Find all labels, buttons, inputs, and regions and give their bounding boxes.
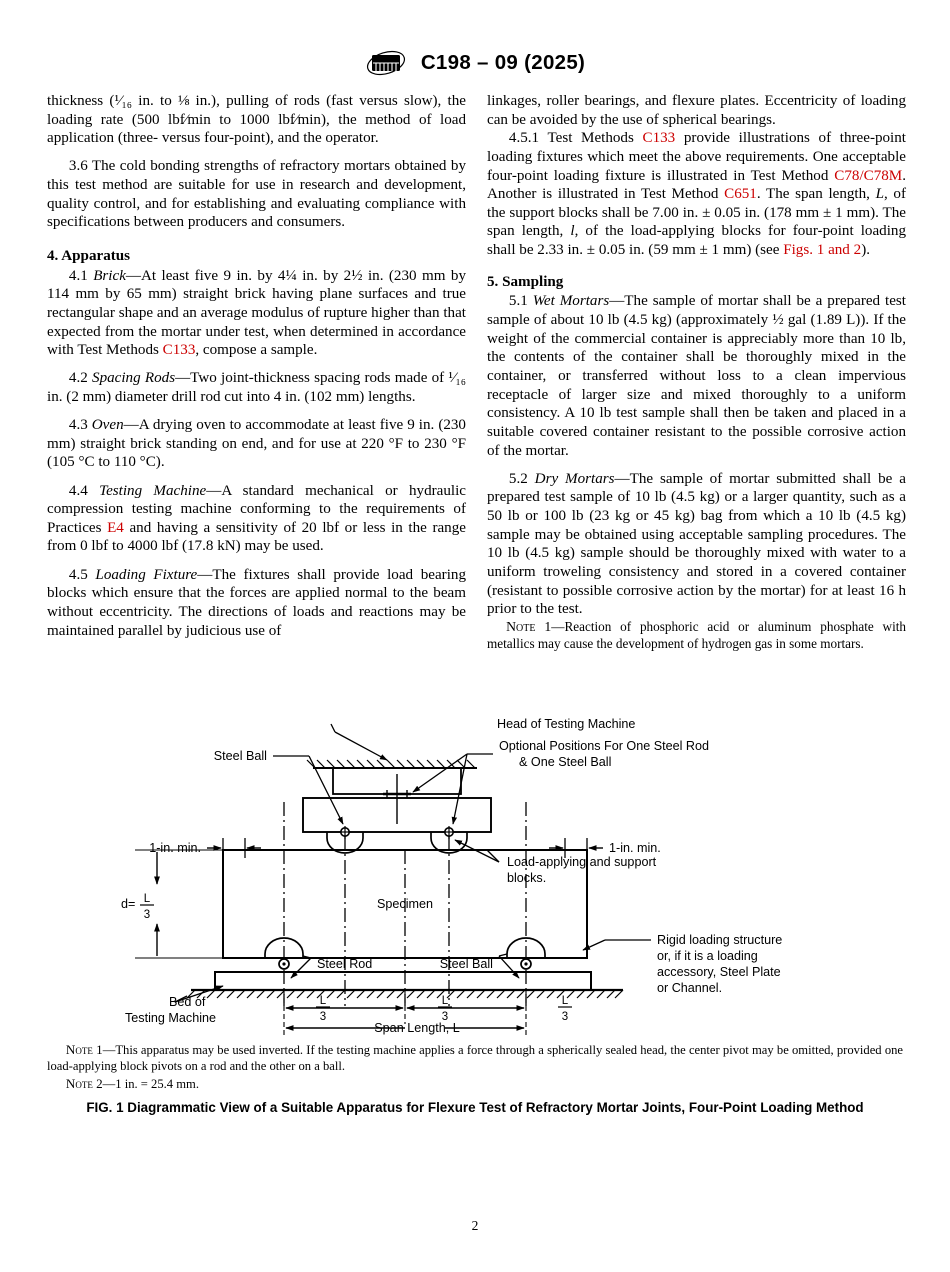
figure-notes: [47, 1042, 903, 1093]
term-dry-mortars: Dry Mortars: [534, 470, 615, 487]
label-third-2-denominator: 3: [441, 1011, 449, 1023]
label-third-3-denominator: 3: [561, 1011, 569, 1023]
term-brick: Brick: [93, 267, 126, 284]
reference-figs-1-and-2[interactable]: Figs. 1 and 2: [783, 242, 862, 259]
label-third-1-denominator: 3: [319, 1011, 327, 1023]
term-spacing-rods: Spacing Rods: [92, 370, 176, 387]
label-steel-ball-top: Steel Ball: [213, 749, 267, 763]
svg-text:ASTM: ASTM: [376, 56, 396, 64]
reference-c651[interactable]: C651: [724, 186, 757, 203]
label-third-1-numerator: L: [319, 995, 327, 1007]
right-text-column: [487, 92, 906, 652]
label-head-of-testing-machine: Head of Testing Machine: [497, 717, 636, 731]
paragraph-3-6: 3.6 The cold bonding strengths of refractory mortars obtained by this test method are suitable for use in research and development, quality control, and for establishing and evaluating compliance with specifications between producers and consumers.: [47, 158, 466, 231]
figure-note-1-label: Note 1: [65, 1042, 103, 1057]
label-load-applying-line2: blocks.: [507, 871, 547, 885]
label-one-in-min-right: 1-in. min.: [609, 841, 661, 855]
standard-designation: C198 – 09 (2025): [420, 51, 586, 74]
paragraph-4-1: 4.1 Brick—At least five 9 in. by 4¼ in. by 2½ in. (230 mm by 114 mm by 65 mm) straight brick having plane surfaces and true rectangular shape and an average modulus of rupture higher than that expected from the mortar under test, when determined in accordance with Test Methods C133, compose a sample.: [47, 267, 466, 359]
page-header: [0, 48, 950, 78]
paragraph-3-5-continued: thickness (¹⁄₁₆ in. to ⅛ in.), pulling of rods (fast versus slow), the loading rate (500 lbf⁄min to 1000 lbf⁄min), the method of load application (three- versus four-point), and the operator.: [47, 93, 466, 147]
label-depth-d: d=: [121, 897, 136, 911]
label-optional-positions-line2: & One Steel Ball: [519, 755, 612, 769]
label-rigid-line2: or, if it is a loading: [657, 949, 758, 963]
heading-5-sampling: 5. Sampling: [487, 273, 564, 290]
term-oven: Oven: [91, 417, 124, 434]
figure-note-2: Note 2—1 in. = 25.4 mm.: [65, 1076, 199, 1092]
reference-c133-2[interactable]: C133: [642, 130, 676, 147]
label-optional-positions-line1: Optional Positions For One Steel Rod: [499, 739, 710, 753]
label-rigid-line4: or Channel.: [657, 981, 723, 995]
term-loading-fixture: Loading Fixture: [95, 566, 198, 583]
left-text-column: [47, 92, 466, 640]
page-number: 2: [471, 1218, 479, 1233]
paragraph-4-4: 4.4 Testing Machine—A standard mechanical or hydraulic compression testing machine conforming to the requirements of Practices E4 and having a sensitivity of 20 lbf or less in the range from 0 lbf to 4000 lbf (17.8 kN) may be used.: [47, 482, 466, 555]
note-1-label: Note 1: [506, 618, 552, 634]
symbol-lowercase-l: l: [570, 223, 575, 240]
figure-caption: FIG. 1 Diagrammatic View of a Suitable Apparatus for Flexure Test of Refractory Mortar Joints, Four-Point Loading Method: [86, 1100, 864, 1115]
paragraph-5-1: 5.1 Wet Mortars—The sample of mortar shall be a prepared test sample of about 10 lb (4.5 kg) (approximately ½ gal (1.89 L)). If the weight of the commercial container is appreciably more than 10 lb, the contents of the container shall be thoroughly mixed in the container, or transferred without loss to a clean impervious receptacle of larger size and mixed thoroughly to a uniform consistency. A 10 lb test sample shall then be taken and placed in a suitable covered container resistant to the possible corrosive action of the mortar.: [487, 293, 906, 459]
label-third-3-numerator: L: [561, 995, 569, 1007]
label-rigid-line3: accessory, Steel Plate: [657, 965, 781, 979]
label-bed-line2: Testing Machine: [125, 1011, 217, 1025]
paragraph-4-2: 4.2 Spacing Rods—Two joint-thickness spacing rods made of ¹⁄₁₆ in. (2 mm) diameter drill rod cut into 4 in. (102 mm) lengths.: [47, 370, 467, 405]
label-load-applying-line1: Load-applying and support: [507, 855, 657, 869]
astm-logo-icon: [365, 48, 407, 78]
label-span-length: Span Length, L: [374, 1021, 460, 1035]
apparatus-diagram: [95, 706, 855, 1036]
label-depth-numerator: L: [143, 893, 151, 905]
term-wet-mortars: Wet Mortars: [532, 293, 610, 310]
note-1-body: Note 1—Reaction of phosphoric acid or aluminum phosphate with metallics may cause the development of hydrogen gas in some mortars.: [487, 618, 906, 651]
label-one-in-min-left: 1-in. min.: [149, 841, 201, 855]
label-steel-ball-bottom: Steel Ball: [439, 957, 493, 971]
label-depth-denominator: 3: [143, 909, 151, 921]
paragraph-5-2: 5.2 Dry Mortars—The sample of mortar submitted shall be a prepared test sample of 10 lb (4.5 kg) or a larger quantity, such as a 50 lb or 100 lb (23 kg or 45 kg) bag from which a 10 lb (4.5 kg) sample may be obtained using acceptable sampling procedures. The 10 lb (4.5 kg) sample should be thoroughly mixed with water to a uniform troweling consistency and stored in a covered container (resistant to possible corrosive action by the mortar) for at least 16 h prior to the test.: [487, 470, 906, 618]
reference-c133[interactable]: C133: [162, 342, 196, 359]
label-rigid-line1: Rigid loading structure: [657, 933, 783, 947]
label-bed-line1: Bed of: [169, 995, 206, 1009]
term-testing-machine: Testing Machine: [99, 482, 207, 499]
heading-4-apparatus: 4. Apparatus: [47, 247, 131, 264]
paragraph-4-5-1: 4.5.1 Test Methods C133 provide illustrations of three-point loading fixtures which meet the above requirements. One acceptable four-point loading fixture is illustrated in Test Method C78/C78M. Another is illustrated in Test Method C651. The span length, L, of the support blocks shall be 7.00 in. ± 0.05 in. (178 mm ± 1 mm). The span length, l, of the load-applying blocks for four-point loading shall be 2.33 in. ± 0.05 in. (59 mm ± 1 mm) (see Figs. 1 and 2).: [487, 130, 906, 259]
reference-e4[interactable]: E4: [107, 519, 124, 536]
figure-1: [0, 706, 950, 1036]
figure-note-2-label: Note 2: [65, 1076, 103, 1092]
label-specimen: Specimen: [376, 897, 434, 911]
paragraph-4-5: 4.5 Loading Fixture—The fixtures shall provide load bearing blocks which ensure that the forces are applied normal to the beam without eccentricity. The directions of loads and reactions may be maintained parallel by judicious use of: [47, 566, 467, 639]
paragraph-4-3: 4.3 Oven—A drying oven to accommodate at least five 9 in. (230 mm) straight brick standing on end, and for use at 220 °F to 230 °F (105 °C to 110 °C).: [47, 417, 466, 471]
label-third-2-numerator: L: [441, 995, 449, 1007]
label-steel-rod: Steel Rod: [317, 957, 373, 971]
reference-c78-c78m[interactable]: C78/C78M: [834, 167, 903, 184]
symbol-capital-l: L: [875, 186, 884, 203]
paragraph-4-5-continued: linkages, roller bearings, and flexure plates. Eccentricity of loading can be avoided by the use of spherical bearings.: [487, 93, 906, 128]
figure-note-1: Note 1—This apparatus may be used inverted. If the testing machine applies a force through a spherically sealed head, the center pivot may be omitted, provided one load-applying block pivots on a rod and the other on a ball.: [47, 1042, 903, 1073]
